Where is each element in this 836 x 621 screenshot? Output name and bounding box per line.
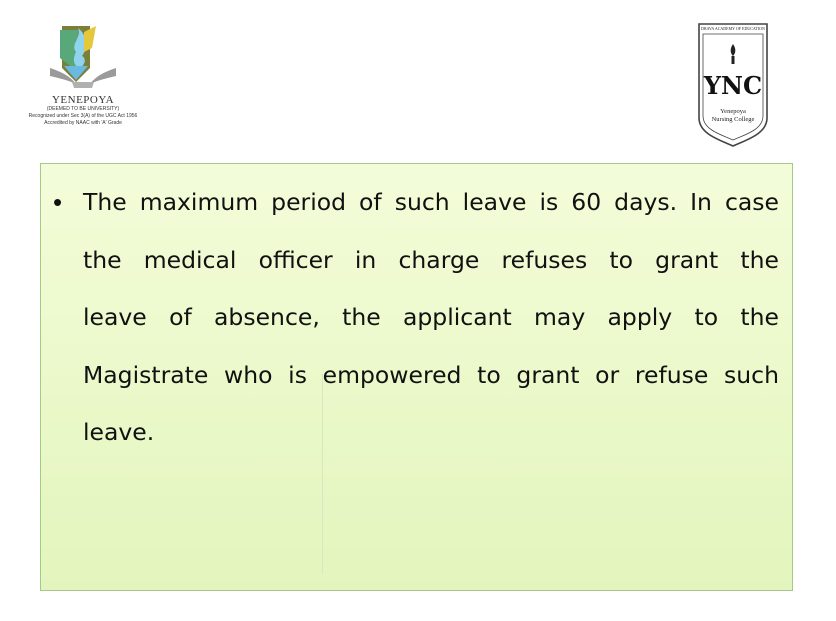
university-status: (DEEMED TO BE UNIVERSITY) [46, 106, 120, 112]
bullet-icon: • [53, 187, 63, 217]
yenepoya-university-logo [24, 22, 142, 154]
college-crest-icon [696, 22, 770, 148]
university-recognition: Recognized under Sec 3(A) of the UGC Act 1956 [28, 113, 138, 119]
crest-top-text: DRAVA ACADEMY OF EDUCATION [701, 26, 765, 31]
text-line: the medical officer in charge refuses to grant the [83, 245, 779, 274]
text-line: Magistrate who is empowered to grant or refuse such [83, 360, 779, 389]
college-name-line2: Nursing College [711, 116, 755, 123]
university-accreditation: Accredited by NAAC with 'A' Grade [44, 120, 122, 126]
bullet-text [83, 174, 779, 462]
text-line: leave. [83, 418, 155, 446]
text-line: The maximum period of such leave is 60 days. In case [83, 188, 779, 216]
content-panel [40, 163, 793, 591]
university-shield-icon [48, 22, 118, 92]
nursing-college-logo [696, 22, 770, 148]
svg-text:YNC: YNC [703, 71, 763, 100]
text-line: leave of absence, the applicant may apply to the [83, 303, 779, 331]
college-name-line1: Yenepoya [720, 108, 746, 115]
university-name: YENEPOYA [51, 94, 115, 106]
college-name [696, 108, 770, 124]
bullet-point [53, 182, 779, 462]
